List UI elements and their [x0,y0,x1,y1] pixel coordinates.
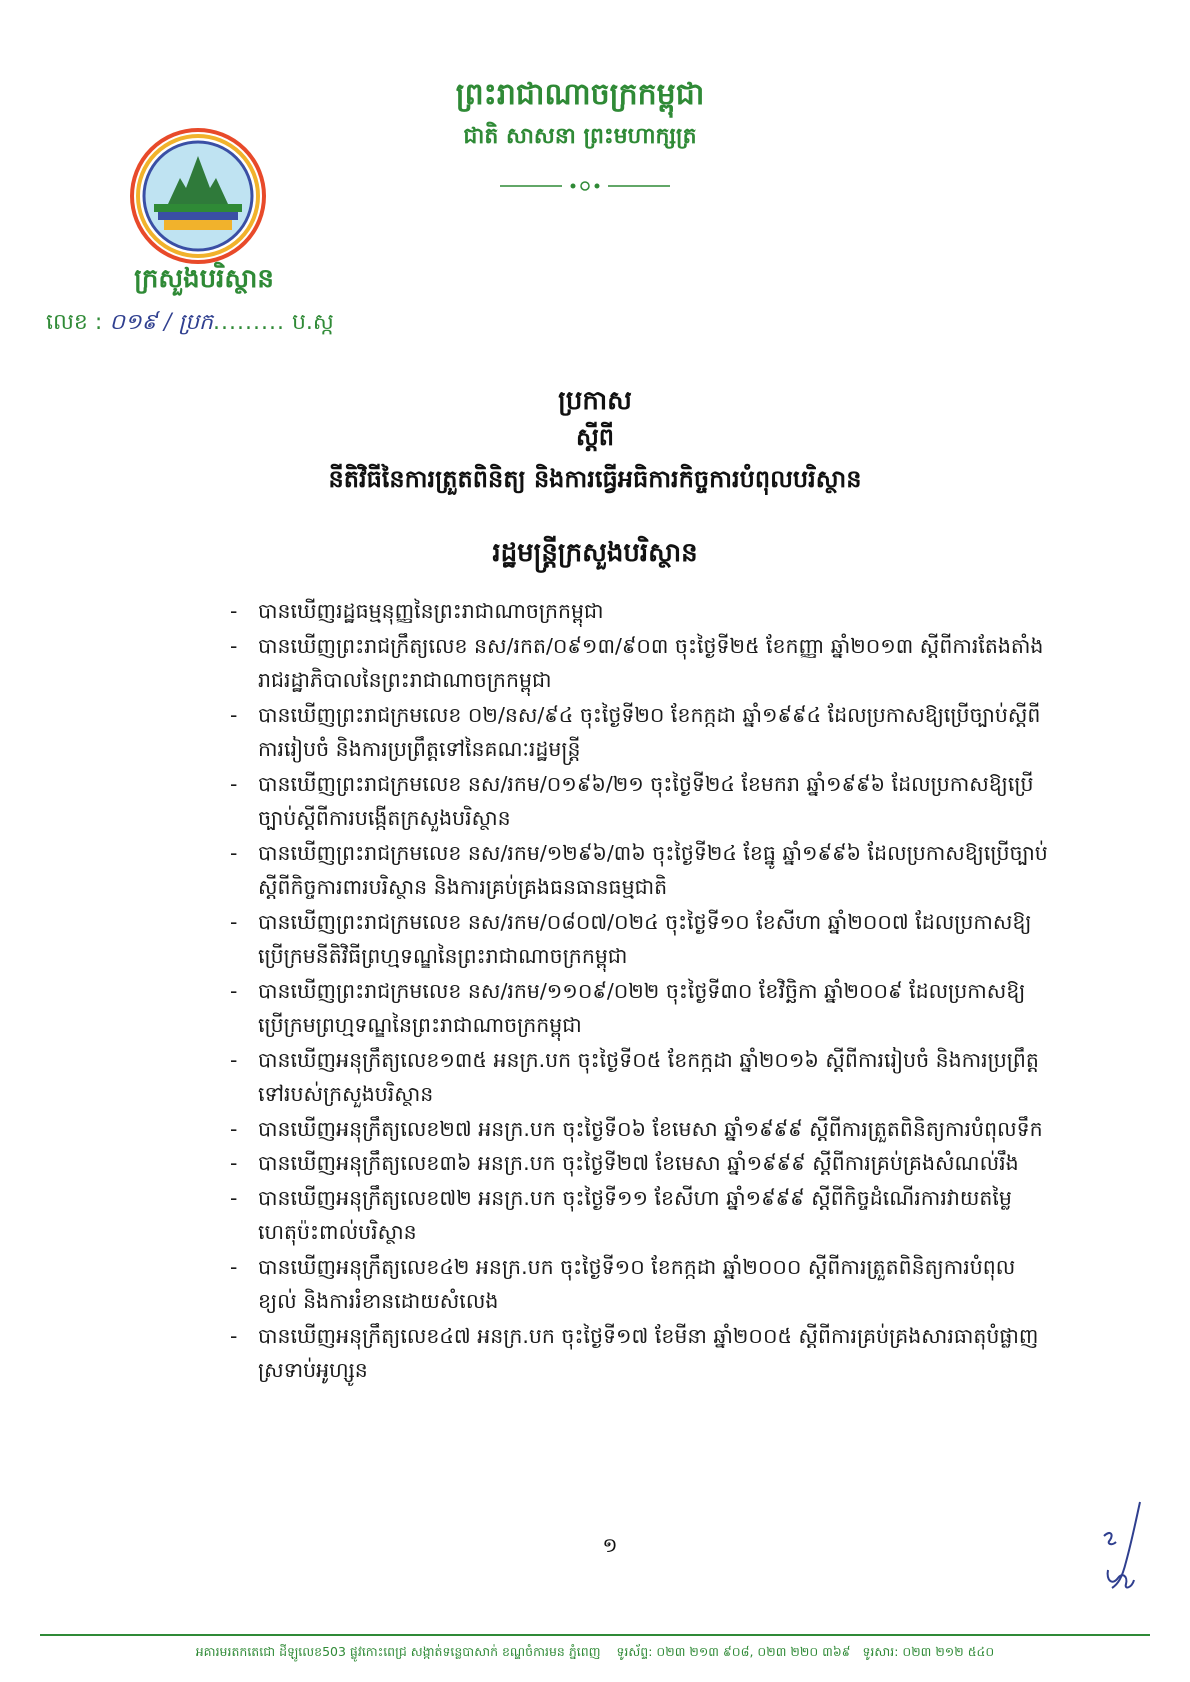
list-item: - បានឃើញព្រះរាជក្រមលេខ នស/រកម/១២៩៦/៣៦ ចុះថ្ងៃទី២៤ ខែធ្នូ ឆ្នាំ១៩៩៦ ដែលប្រកាសឱ្យប្រើច្បាប់ស្តីពីកិច្ចការពារបរិស្ថាន និងការគ្រប់គ្រងធនធានធម្មជាតិ [230,840,1048,899]
recitals-list [230,594,1050,1388]
national-motto: ជាតិ សាសនា ព្រះមហាក្សត្រ [463,124,697,149]
issuing-authority: រដ្ឋមន្ត្រីក្រសួងបរិស្ថាន [492,538,698,568]
list-item: - បានឃើញអនុក្រឹត្យលេខ៤២ អនក្រ.បក ចុះថ្ងៃទី១០ ខែកក្កដា ឆ្នាំ២០០០ ស្តីពីការត្រួតពិនិត្យការបំពុលខ្យល់ និងការរំខានដោយសំលេង [230,1254,1016,1313]
initials-signature-icon [1092,1500,1162,1600]
document-about: ស្តីពី [575,423,615,451]
ornament-divider-icon [500,180,670,192]
list-item: - បានឃើញព្រះរាជក្រឹត្យលេខ នស/រកត/០៩១៣/៩០៣ ចុះថ្ងៃទី២៥ ខែកញ្ញា ឆ្នាំ២០១៣ ស្តីពីការតែងតាំងរាជរដ្ឋាភិបាលនៃព្រះរាជាណាចក្រកម្ពុជា [230,633,1044,692]
ministry-logo-icon [128,126,268,266]
reference-label: លេខ : [46,310,103,335]
list-item: - បានឃើញព្រះរាជក្រមលេខ នស/រកម/០១៩៦/២១ ចុះថ្ងៃទី២៤ ខែមករា ឆ្នាំ១៩៩៦ ដែលប្រកាសឱ្យប្រើច្បាប់ស្តីពីការបង្កើតក្រសួងបរិស្ថាន [230,771,1034,830]
reference-handwritten-number: ០១៩ / ប្រក [109,310,213,335]
reference-number [46,306,366,340]
footer-address: អគារមរតកតេជោ ដីឡូលេខ503 ផ្លូវកោះពេជ្រ សង្កាត់ទន្លេបាសាក់ ខណ្ឌចំការមន ភ្នំពេញ [195,1644,601,1659]
list-item: - បានឃើញព្រះរាជក្រមលេខ នស/រកម/១១០៩/០២២ ចុះថ្ងៃទី៣០ ខែវិច្ឆិកា ឆ្នាំ២០០៩ ដែលប្រកាសឱ្យប្រើក្រមព្រហ្មទណ្ឌនៃព្រះរាជាណាចក្រកម្ពុជា [230,978,1026,1037]
list-item: - បានឃើញព្រះរាជក្រមលេខ នស/រកម/០៨០៧/០២៤ ចុះថ្ងៃទី១០ ខែសីហា ឆ្នាំ២០០៧ ដែលប្រកាសឱ្យប្រើក្រមនីតិវិធីព្រហ្មទណ្ឌនៃព្រះរាជាណាចក្រកម្ពុជា [230,909,1032,968]
document-type: ប្រកាស [558,386,632,416]
footer-divider [40,1634,1150,1636]
list-item: - បានឃើញអនុក្រឹត្យលេខ១៣៥ អនក្រ.បក ចុះថ្ងៃទី០៥ ខែកក្កដា ឆ្នាំ២០១៦ ស្តីពីការរៀបចំ និងការប្រព្រឹត្តទៅរបស់ក្រសួងបរិស្ថាន [230,1047,1039,1106]
list-item: - បានឃើញព្រះរាជក្រមលេខ ០២/នស/៩៤ ចុះថ្ងៃទី២០ ខែកក្កដា ឆ្នាំ១៩៩៤ ដែលប្រកាសឱ្យប្រើច្បាប់ស្តីពីការរៀបចំ និងការប្រព្រឹត្តទៅនៃគណៈរដ្ឋមន្ត្រី [230,702,1041,761]
list-item: - បានឃើញអនុក្រឹត្យលេខ៣៦ អនក្រ.បក ចុះថ្ងៃទី២៧ ខែមេសា ឆ្នាំ១៩៩៩ ស្តីពីការគ្រប់គ្រងសំណល់រឹង [230,1151,1019,1175]
document-subject: នីតិវិធីនៃការត្រួតពិនិត្យ និងការធ្វើអធិការកិច្ចការបំពុលបរិស្ថាន [328,465,862,493]
list-item: - បានឃើញអនុក្រឹត្យលេខ៤៧ អនក្រ.បក ចុះថ្ងៃទី១៧ ខែមីនា ឆ្នាំ២០០៥ ស្តីពីការគ្រប់គ្រងសារធាតុបំផ្លាញស្រទាប់អូហ្សូន [230,1323,1039,1382]
reference-dots: ......... [213,310,285,335]
kingdom-heading: ព្រះរាជាណាចក្រកម្ពុជា [455,77,705,112]
reference-suffix: ប.ស្ក [291,310,334,335]
ministry-name: ក្រសួងបរិស្ថាន [134,264,274,294]
footer-contact [40,1640,1150,1664]
list-item: - បានឃើញរដ្ឋធម្មនុញ្ញនៃព្រះរាជាណាចក្រកម្ពុជា [230,599,604,623]
list-item: - បានឃើញអនុក្រឹត្យលេខ៧២ អនក្រ.បក ចុះថ្ងៃទី១១ ខែសីហា ឆ្នាំ១៩៩៩ ស្តីពីកិច្ចដំណើរការវាយតម្លៃហេតុប៉ះពាល់បរិស្ថាន [230,1185,1012,1244]
footer-fax: ទូរសារ: ០២៣ ២១២ ៥៤០ [862,1644,995,1659]
footer-phone: ទូរស័ព្ទ: ០២៣ ២១៣ ៩០៨, ០២៣ ២២០ ៣៦៩ [616,1644,851,1659]
list-item: - បានឃើញអនុក្រឹត្យលេខ២៧ អនក្រ.បក ចុះថ្ងៃទី០៦ ខែមេសា ឆ្នាំ១៩៩៩ ស្តីពីការត្រួតពិនិត្យការបំពុលទឹក [230,1116,1043,1141]
page-number: ១ [602,1533,618,1557]
